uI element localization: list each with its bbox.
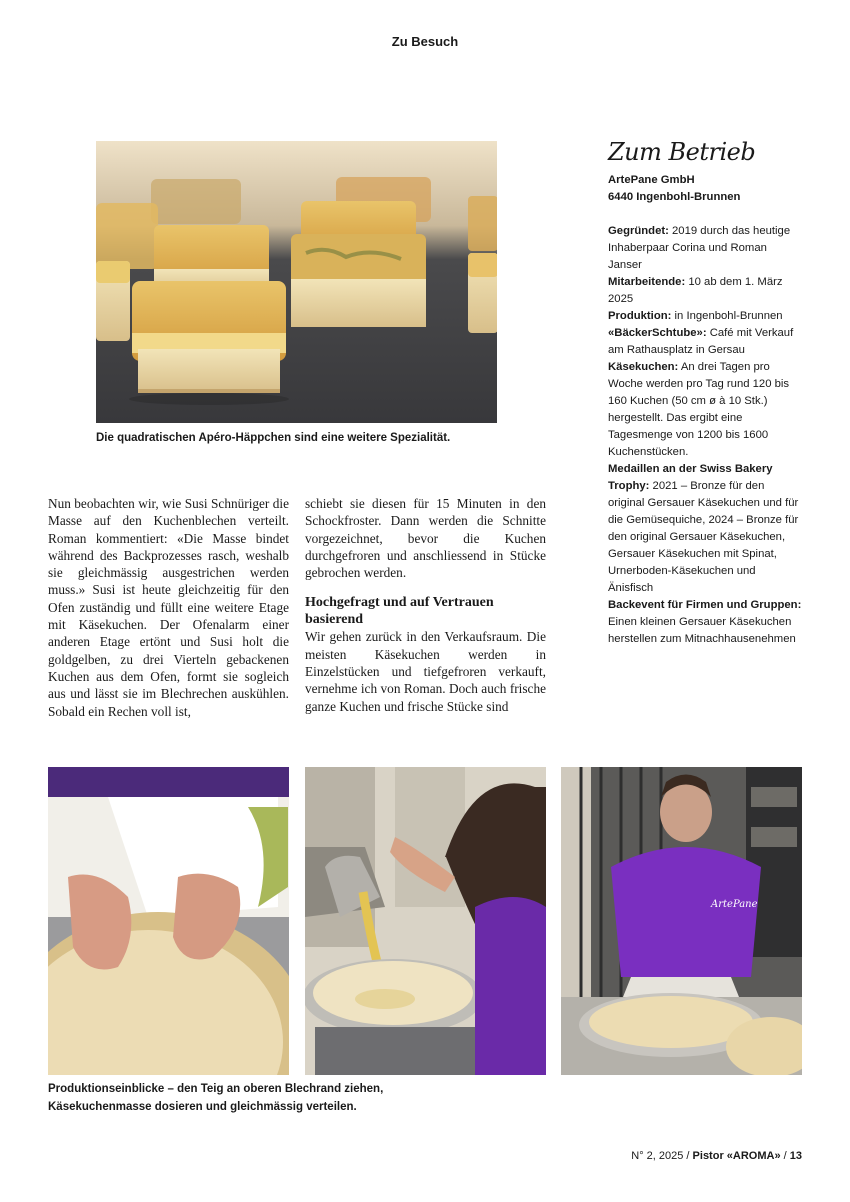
- bottom-photos-caption: Produktionseinblicke – den Teig an oberen Blechrand ziehen, Käsekuchenmasse dosieren und gleichmässig verteilen.: [48, 1083, 384, 1113]
- article-paragraph: schiebt sie diesen für 15 Minuten in den Schockfroster. Dann werden die Schnitte vorgezeichnet, bevor die Kuchen durchgefroren und anschliessend in Stücke gebrochen werden.: [305, 496, 546, 581]
- page-footer: N° 2, 2025 / Pistor «AROMA» / 13: [631, 1150, 802, 1162]
- photo-filling-dosing: [305, 767, 546, 1075]
- magazine-name: Pistor «AROMA»: [692, 1150, 781, 1162]
- article-paragraph: Nun beobachten wir, wie Susi Schnüriger die Masse auf den Kuchenblechen verteilt. Roman kommentiert: «Die Masse bindet während des Backprozesses rasch, weshalb sie gleichmässig ausgestrichen werden muss.» Susi ist heute gleichzeitig für den Ofen zuständig und füllt eine weitere Etage mit Käsekuchen. Der Ofenalarm einer anderen Etage ertönt und Susi holt die goldgelben, zu drei Vierteln gebackenen Kuchen aus dem Ofen, formt sie sogleich aus und lässt sie im Blechrechen auskühlen. Sobald ein Rechen voll ist,: [48, 496, 289, 719]
- info-item: Käsekuchen: An drei Tagen pro Woche werden pro Tag rund 120 bis 160 Kuchen (50 cm ø à 10 Stk.) hergestellt. Das ergibt eine Tagesmenge von 1200 bis 1600 Kuchenstücken.: [608, 361, 790, 458]
- article-paragraph: Wir gehen zurück in den Verkaufsraum. Die meisten Käsekuchen werden in Einzelstücken und tiefgefroren verkauft, vernehme ich von Roman. Doch auch frische ganze Kuchen und frische Stücke sind: [305, 629, 546, 714]
- info-item: Mitarbeitende: 10 ab dem 1. März 2025: [608, 276, 783, 305]
- info-item: Gegründet: 2019 durch das heutige Inhaberpaar Corina und Roman Janser: [608, 225, 791, 271]
- company-address: 6440 Ingenbohl-Brunnen: [608, 191, 741, 203]
- photo-dough-edge: [48, 767, 289, 1075]
- info-item: «BäckerSchtube»: Café mit Verkauf am Rathausplatz in Gersau: [608, 327, 794, 356]
- top-photo-caption: Die quadratischen Apéro-Häppchen sind eine weitere Spezialität.: [96, 432, 451, 444]
- company-info-sidebar: [608, 138, 803, 648]
- top-photo-apero-squares: [96, 141, 497, 423]
- section-label: Zu Besuch: [391, 34, 459, 49]
- article-column-2: [305, 495, 546, 715]
- article-subheading: Hochgefragt und auf Vertrauen basierend: [305, 595, 494, 628]
- page-number: 13: [789, 1150, 802, 1162]
- photo-spreading-filling: [561, 767, 802, 1075]
- company-name: ArtePane GmbH: [608, 174, 695, 186]
- sidebar-title: Zum Betrieb: [608, 138, 756, 166]
- issue-number: N° 2, 2025: [631, 1150, 684, 1162]
- article-column-1: [48, 495, 289, 720]
- apron-logo: ArtePane: [711, 899, 758, 910]
- info-item: Backevent für Firmen und Gruppen: Einen kleinen Gersauer Käsekuchen herstellen zum Mitnachhausenehmen: [608, 599, 802, 645]
- info-item: Produktion: in Ingenbohl-Brunnen: [608, 310, 783, 322]
- info-item: Medaillen an der Swiss Bakery Trophy: 2021 – Bronze für den original Gersauer Käsekuchen und für die Gemüsequiche, 2024 – Bronze für den original Gersauer Käsekuchen, Gersauer Käsekuchen mit Spinat, Urnerboden-Käsekuchen und Änisfisch: [608, 463, 799, 594]
